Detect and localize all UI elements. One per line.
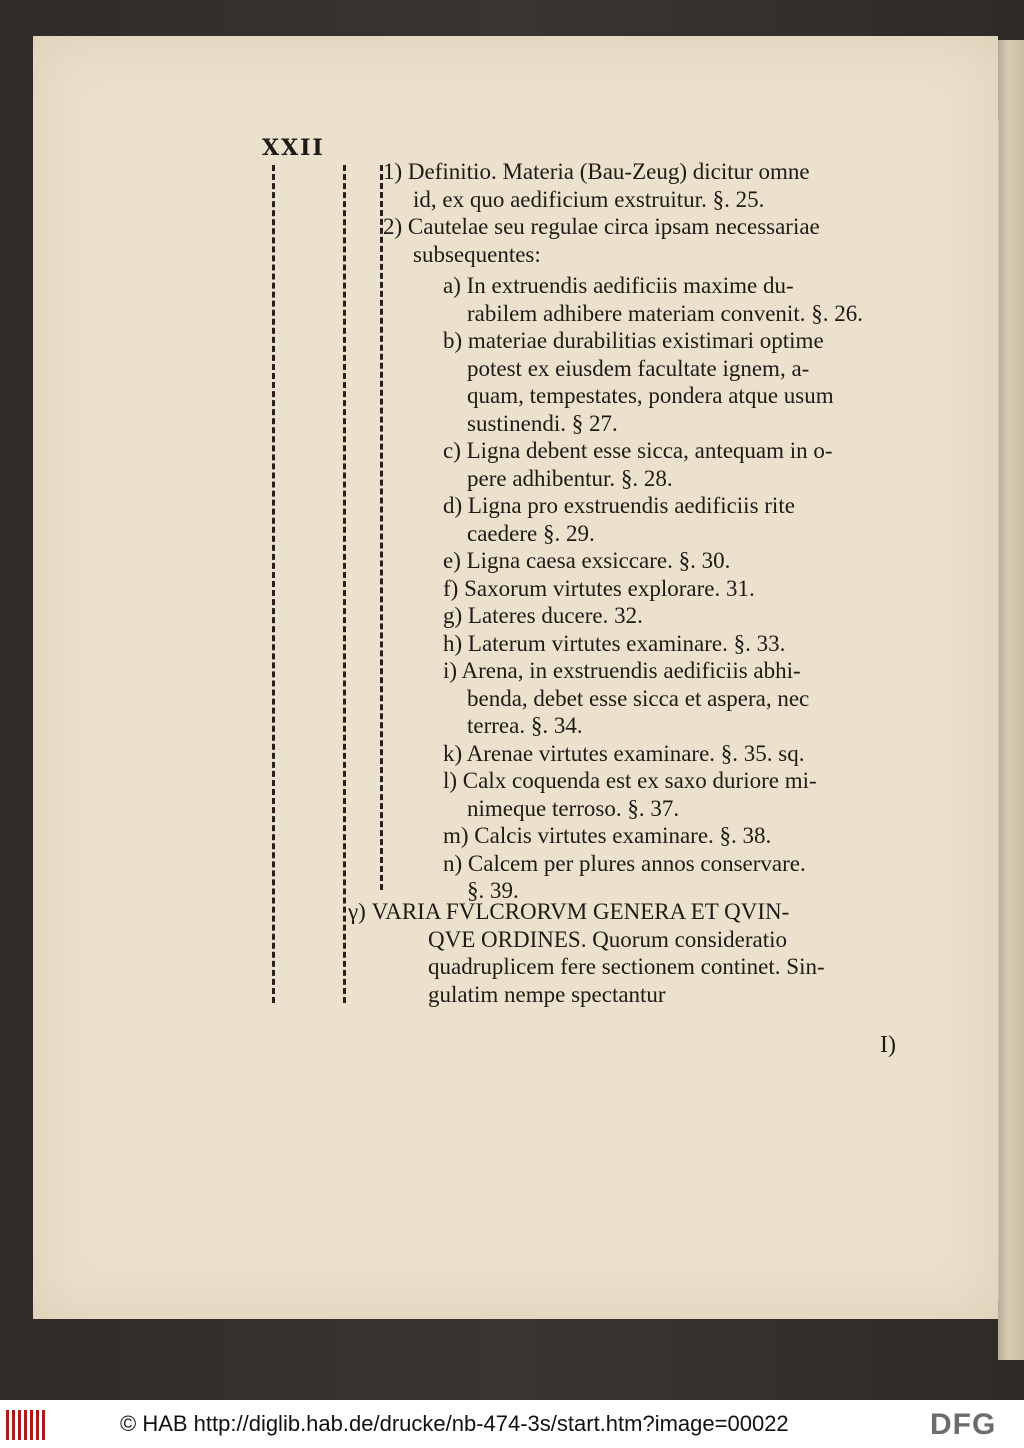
text-line: sustinendi. § 27. <box>467 410 618 436</box>
text-line: nimeque terroso. §. 37. <box>467 795 680 821</box>
bracket-rule-outer <box>272 165 275 1003</box>
text-line: quam, tempestates, pondera atque usum <box>467 383 834 408</box>
list-item: l) Calx coquenda est ex saxo duriore mi- <box>443 768 817 793</box>
list-item: c) Ligna debent esse sicca, antequam in o- <box>443 438 833 463</box>
text-line: QVE ORDINES. Quorum consideratio <box>428 926 788 952</box>
footer-bar <box>0 1400 1024 1448</box>
list-item: h) Laterum virtutes examinare. §. 33. <box>443 630 786 656</box>
hab-logo-icon <box>6 1410 46 1440</box>
text-line: caedere §. 29. <box>467 520 595 546</box>
list-item: e) Ligna caesa exsiccare. §. 30. <box>443 548 731 573</box>
list-item: f) Saxorum virtutes explorare. 31. <box>443 575 755 601</box>
copyright-link[interactable]: © HAB http://diglib.hab.de/drucke/nb-474-3s/start.htm?image=00022 <box>120 1411 789 1436</box>
list-item: d) Ligna pro exstruendis aedificiis rite <box>443 493 795 518</box>
text-line: pere adhibentur. §. 28. <box>467 465 673 491</box>
text-line: 1) Definitio. Materia (Bau-Zeug) dicitur omne <box>383 159 810 184</box>
bracket-rule-inner <box>380 165 383 890</box>
list-item: g) Lateres ducere. 32. <box>443 603 643 628</box>
next-page-edge <box>998 40 1024 1360</box>
text-line: id, ex quo aedificium exstruitur. §. 25. <box>413 186 765 212</box>
list-item: k) Arenae virtutes examinare. §. 35. sq. <box>443 740 805 766</box>
text-line: potest ex eiusdem facultate ignem, a- <box>467 355 810 381</box>
text-line: §. 39. <box>467 878 519 903</box>
list-item: m) Calcis virtutes examinare. §. 38. <box>443 823 772 848</box>
definition-block <box>383 158 820 268</box>
rules-list <box>443 272 863 905</box>
text-line: subsequentes: <box>413 241 541 267</box>
text-line: gulatim nempe spectantur <box>428 981 666 1007</box>
text-line: rabilem adhibere materiam convenit. §. 26. <box>467 300 863 326</box>
list-item: a) In extruendis aedificiis maxime du- <box>443 273 794 298</box>
text-line: quadruplicem fere sectionem continet. Sin- <box>428 954 825 979</box>
catchword: I) <box>880 1032 896 1058</box>
page-number: XXII <box>262 135 325 161</box>
list-item: n) Calcem per plures annos conservare. <box>443 850 806 876</box>
section-gamma <box>348 898 825 1008</box>
text-line: 2) Cautelae seu regulae circa ipsam necessariae <box>383 214 820 239</box>
dfg-logo: DFG <box>930 1408 997 1441</box>
text-line: terrea. §. 34. <box>467 713 583 738</box>
list-item: i) Arena, in exstruendis aedificiis abhi- <box>443 658 801 683</box>
list-item: b) materiae durabilitias existimari optime <box>443 328 824 353</box>
bracket-rule-middle <box>343 165 346 1003</box>
text-line: benda, debet esse sicca et aspera, nec <box>467 685 810 711</box>
section-heading: γ) VARIA FVLCRORVM GENERA ET QVIN- <box>348 899 790 924</box>
